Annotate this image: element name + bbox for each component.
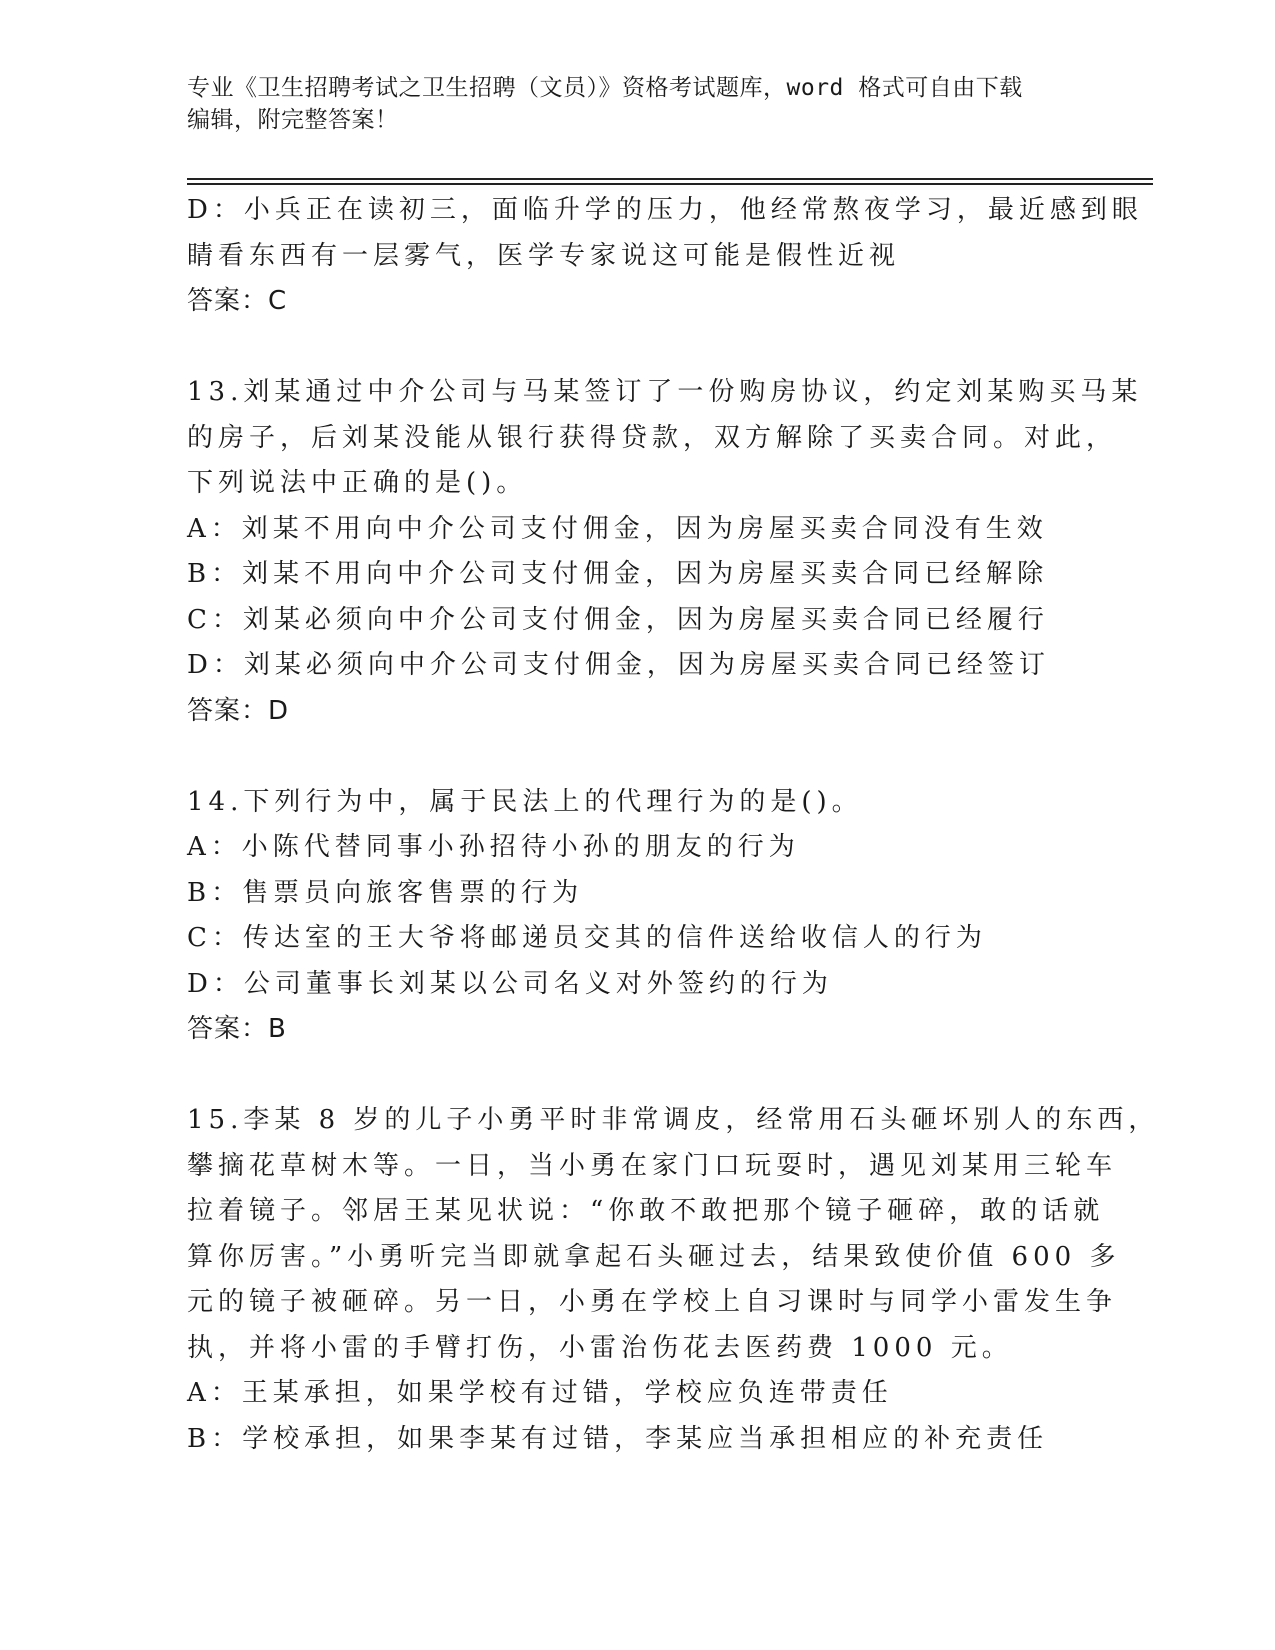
question-15 bbox=[187, 1098, 1160, 1462]
option-d-line-2: 睛看东西有一层雾气，医学专家说这可能是假性近视 bbox=[187, 240, 901, 271]
question-stem-line: 算你厉害。”小勇听完当即就拿起石头砸过去，结果致使价值 600 多 bbox=[187, 1241, 1121, 1272]
document-header bbox=[187, 72, 1067, 136]
answer: 答案：B bbox=[187, 1014, 287, 1044]
question-13 bbox=[187, 370, 1143, 734]
option-c: C：传达室的王大爷将邮递员交其的信件送给收信人的行为 bbox=[187, 923, 987, 953]
question-14 bbox=[187, 780, 1077, 1053]
spacer bbox=[187, 325, 1077, 371]
question-stem-line: 14.下列行为中，属于民法上的代理行为的是()。 bbox=[187, 786, 863, 817]
spacer bbox=[187, 734, 1077, 780]
option-b: B：售票员向旅客售票的行为 bbox=[187, 877, 584, 908]
question-stem-line: 执，并将小雷的手臂打伤，小雷治伤花去医药费 1000 元。 bbox=[187, 1332, 1013, 1363]
spacer bbox=[187, 1053, 1077, 1099]
question-stem-line: 13.刘某通过中介公司与马某签订了一份购房协议，约定刘某购买马某 bbox=[187, 377, 1143, 407]
header-line-1: 专业《卫生招聘考试之卫生招聘（文员）》资格考试题库，word 格式可自由下载 bbox=[187, 75, 1023, 101]
answer: 答案：C bbox=[187, 286, 288, 316]
answer: 答案：D bbox=[187, 695, 290, 726]
question-stem-line: 攀摘花草树木等。一日，当小勇在家门口玩耍时，遇见刘某用三轮车 bbox=[187, 1150, 1118, 1181]
option-b: B：刘某不用向中介公司支付佣金，因为房屋买卖合同已经解除 bbox=[187, 559, 1049, 589]
option-d: D：刘某必须向中介公司支付佣金，因为房屋买卖合同已经签订 bbox=[187, 650, 1050, 680]
option-d-line-1: D：小兵正在读初三，面临升学的压力，他经常熬夜学习，最近感到眼 bbox=[187, 195, 1143, 225]
question-stem-line: 下列说法中正确的是()。 bbox=[187, 468, 528, 498]
option-d: D：公司董事长刘某以公司名义对外签约的行为 bbox=[187, 968, 833, 999]
question-stem-line: 的房子，后刘某没能从银行获得贷款，双方解除了买卖合同。对此， bbox=[187, 422, 1118, 453]
question-stem-line: 元的镜子被砸碎。另一日，小勇在学校上自习课时与同学小雷发生争 bbox=[187, 1287, 1118, 1317]
option-a: A：小陈代替同事小孙招待小孙的朋友的行为 bbox=[187, 832, 800, 862]
option-b: B：学校承担，如果李某有过错，李某应当承担相应的补充责任 bbox=[187, 1423, 1049, 1454]
question-content bbox=[187, 188, 1160, 1462]
option-a: A：刘某不用向中介公司支付佣金，因为房屋买卖合同没有生效 bbox=[187, 513, 1048, 544]
question-stem-line: 拉着镜子。邻居王某见状说：“你敢不敢把那个镜子砸碎，敢的话就 bbox=[187, 1196, 1105, 1226]
header-line-2: 编辑，附完整答案！ bbox=[187, 107, 399, 133]
header-divider-top bbox=[187, 178, 1153, 180]
question-stem-line: 15.李某 8 岁的儿子小勇平时非常调皮，经常用石头砸坏别人的东西， bbox=[187, 1105, 1160, 1135]
option-a: A：王某承担，如果学校有过错，学校应负连带责任 bbox=[187, 1378, 893, 1408]
question-12-tail bbox=[187, 188, 1143, 325]
option-c: C：刘某必须向中介公司支付佣金，因为房屋买卖合同已经履行 bbox=[187, 604, 1049, 635]
header-divider-bottom bbox=[187, 183, 1153, 185]
